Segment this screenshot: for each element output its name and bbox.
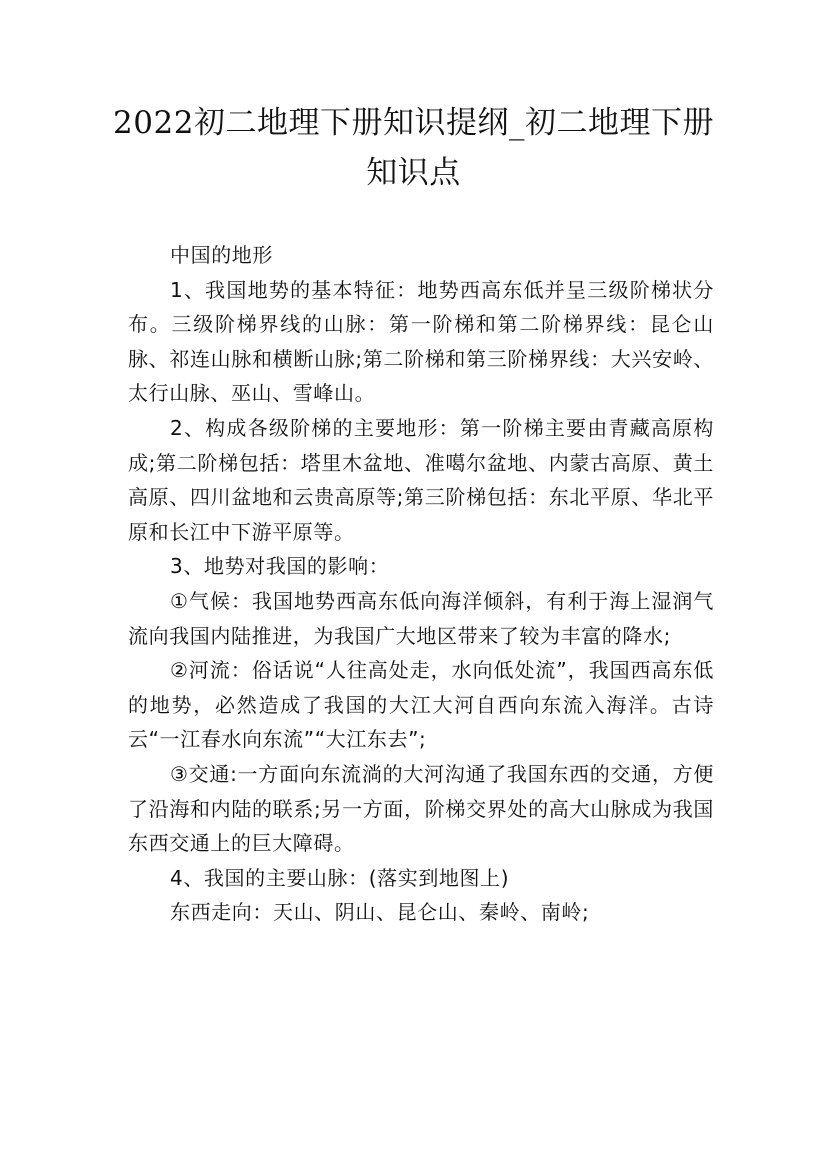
paragraph: 3、地势对我国的影响： [170, 554, 390, 579]
paragraph: 东西走向：天山、阴山、昆仑山、秦岭、南岭; [170, 900, 590, 925]
paragraph: ③交通:一方面向东流淌的大河沟通了我国东西的交通，方便了沿海和内陆的联系;另一方面，阶梯交界处的高大山脉成为我国东西交通上的巨大障碍。 [128, 761, 714, 856]
document-body [128, 238, 714, 930]
paragraph: 2、构成各级阶梯的主要地形：第一阶梯主要由青藏高原构成;第二阶梯包括：塔里木盆地、准噶尔盆地、内蒙古高原、黄土高原、四川盆地和云贵高原等;第三阶梯包括：东北平原、华北平原和长江中下游平原等。 [128, 415, 714, 544]
paragraph: ②河流：俗话说“人往高处走，水向低处流”，我国西高东低的地势，必然造成了我国的大江大河自西向东流入海洋。古诗云“一江春水向东流”“大江东去”; [128, 658, 714, 752]
document-title: 2022初二地理下册知识提纲_初二地理下册知识点 [113, 105, 714, 191]
section-heading: 中国的地形 [170, 243, 273, 267]
paragraph: 4、我国的主要山脉：(落实到地图上) [170, 865, 510, 890]
paragraph: 1、我国地势的基本特征：地势西高东低并呈三级阶梯状分布。三级阶梯界线的山脉：第一阶梯和第二阶梯界线：昆仑山脉、祁连山脉和横断山脉;第二阶梯和第三阶梯界线：大兴安岭、太行山脉、巫山、雪峰山。 [128, 277, 714, 406]
paragraph: ①气候：我国地势西高东低向海洋倾斜，有利于海上湿润气流向我国内陆推进，为我国广大地区带来了较为丰富的降水; [128, 588, 714, 648]
